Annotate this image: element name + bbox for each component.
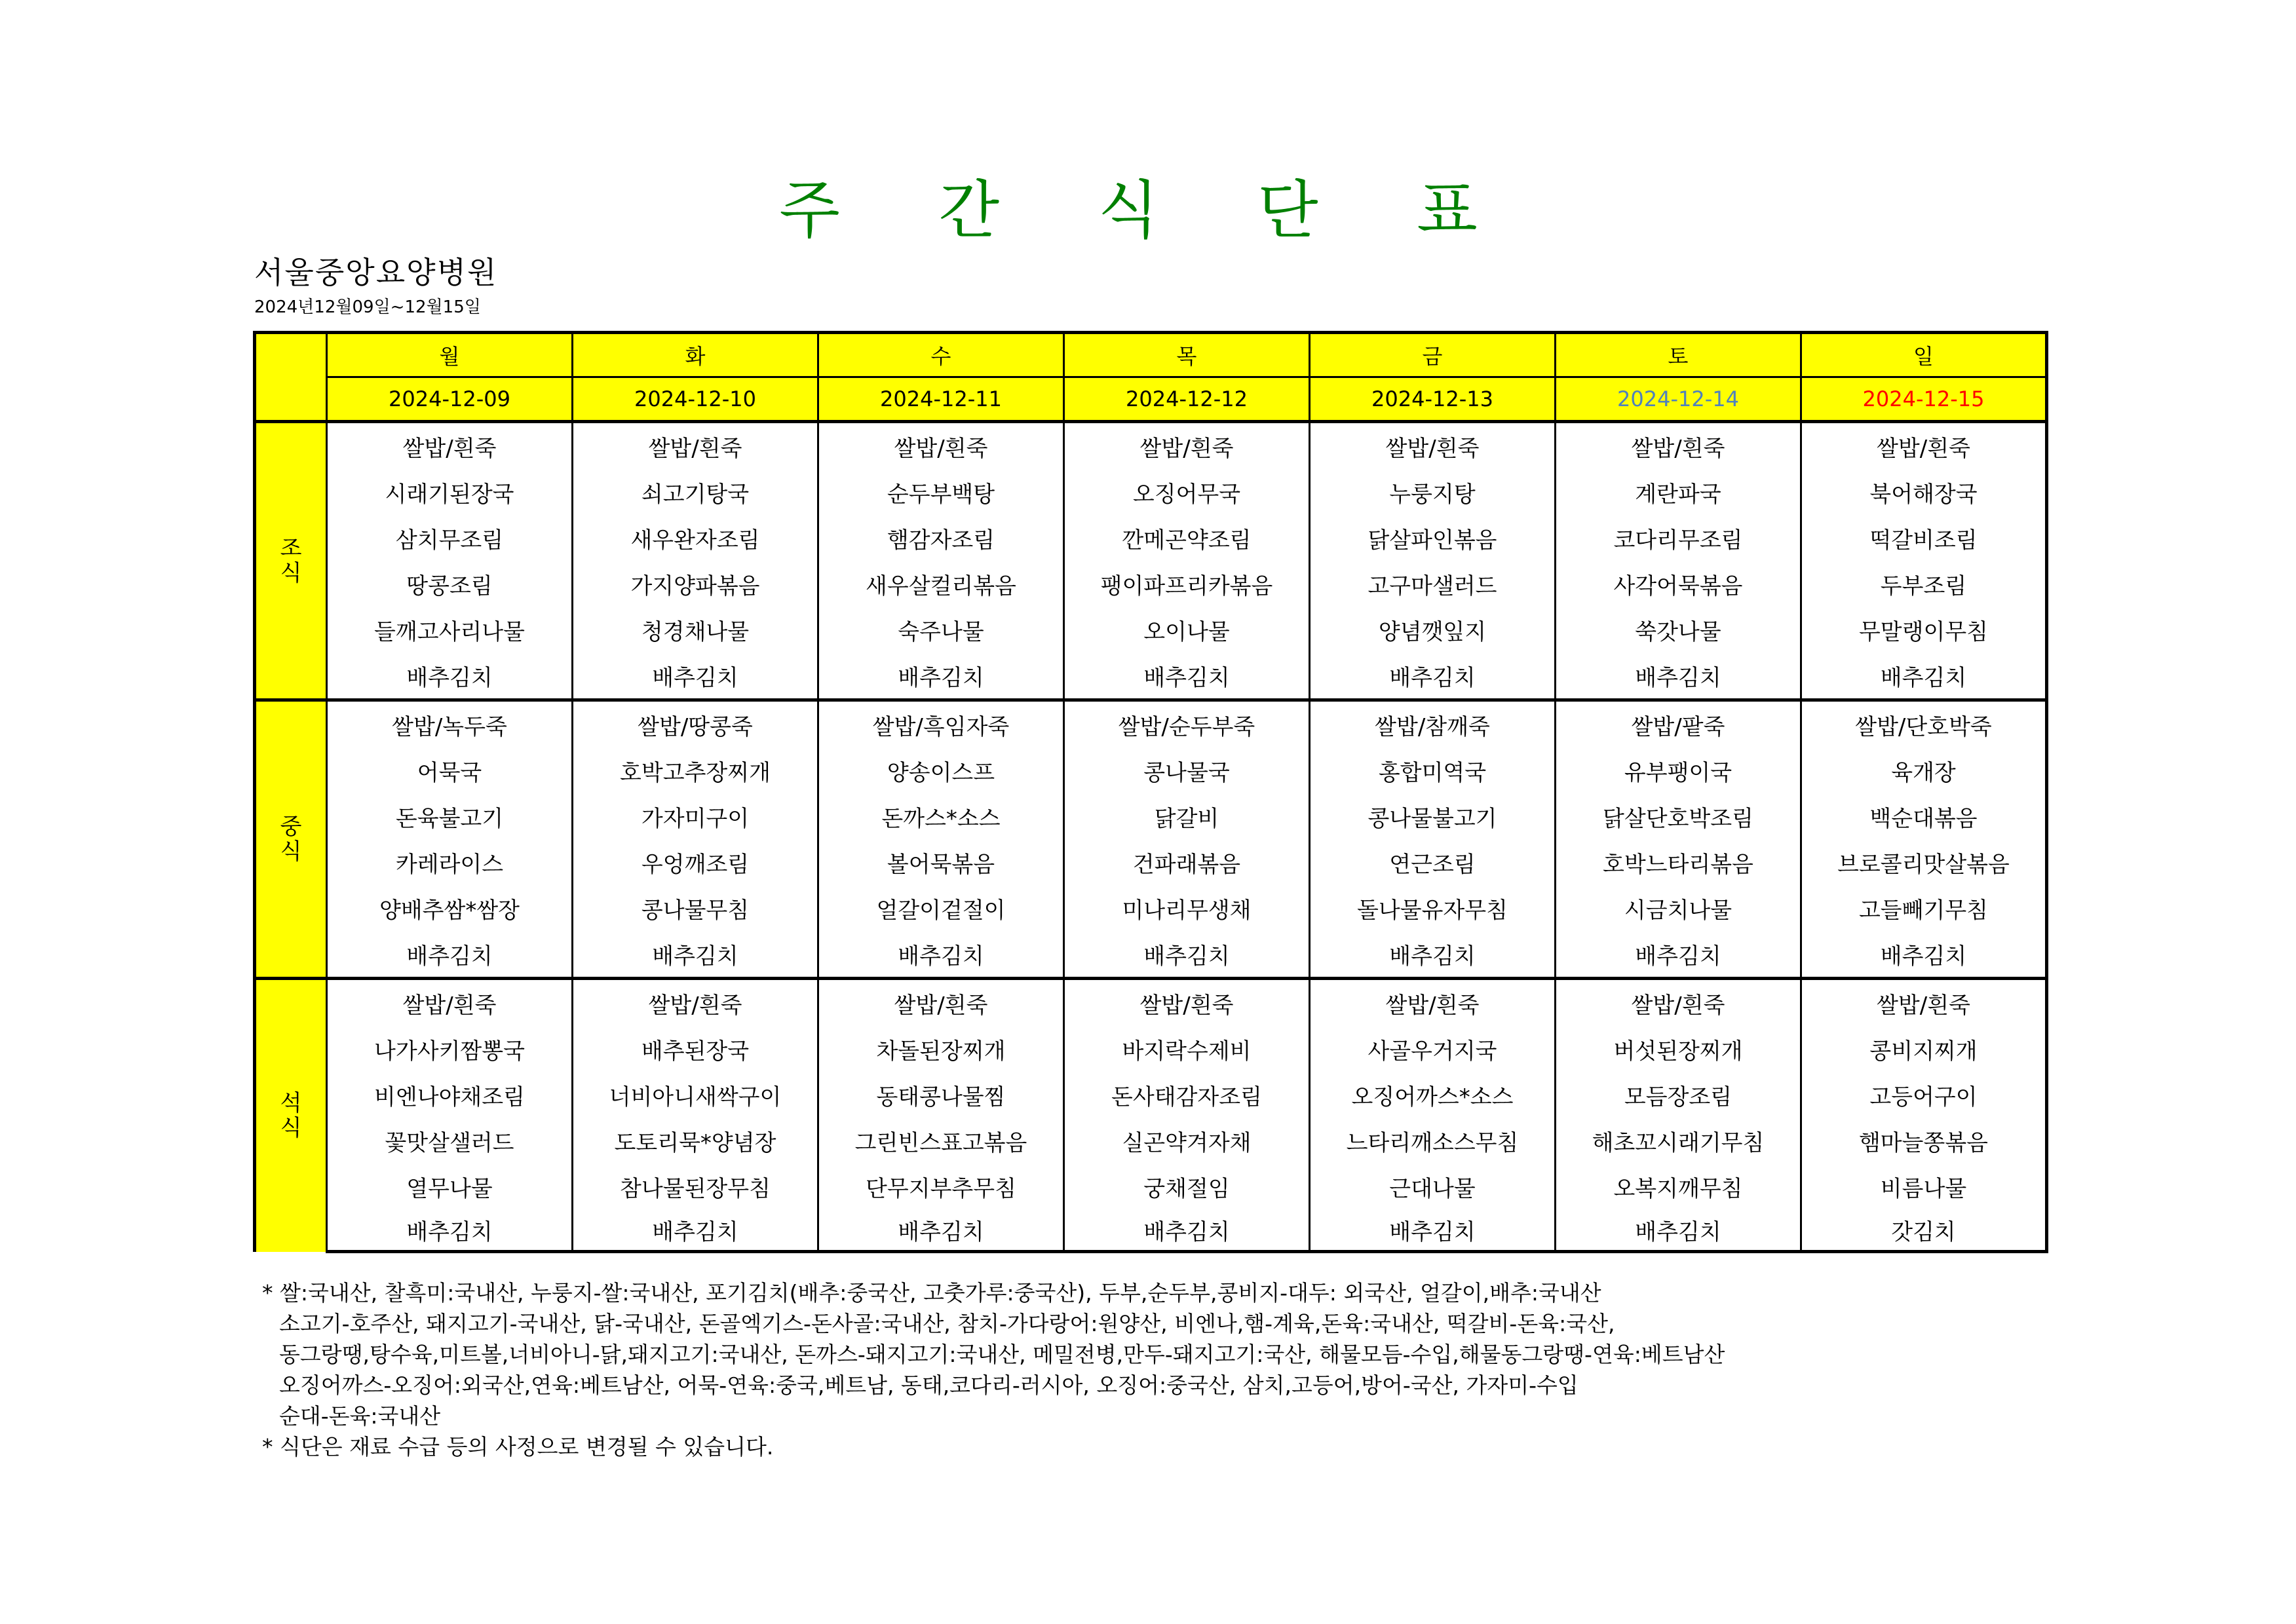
menu-item: 쌀밥/흰죽 <box>327 979 573 1027</box>
menu-item: 연근조림 <box>1310 839 1556 885</box>
menu-item: 쌀밥/흰죽 <box>818 422 1064 470</box>
menu-item: 배추김치 <box>573 931 818 979</box>
menu-item: 카레라이스 <box>327 839 573 885</box>
menu-item: 시금치나물 <box>1556 885 1801 931</box>
menu-item: 배추김치 <box>1310 931 1556 979</box>
menu-item: 콩나물불고기 <box>1310 793 1556 839</box>
menu-item: 고들빼기무침 <box>1801 885 2047 931</box>
menu-item: 새우살컬리볶음 <box>818 561 1064 607</box>
menu-item: 건파래볶음 <box>1064 839 1310 885</box>
day-header: 월 <box>327 333 573 377</box>
menu-item: 꽃맛살샐러드 <box>327 1118 573 1163</box>
menu-item: 쌀밥/흰죽 <box>1310 979 1556 1027</box>
menu-item: 콩비지찌개 <box>1801 1026 2047 1072</box>
menu-item: 우엉깨조림 <box>573 839 818 885</box>
menu-item: 계란파국 <box>1556 469 1801 515</box>
menu-item: 코다리무조림 <box>1556 515 1801 561</box>
menu-item: 배추김치 <box>818 1209 1064 1252</box>
day-header: 토 <box>1556 333 1801 377</box>
menu-item: 호박느타리볶음 <box>1556 839 1801 885</box>
menu-item: 쌀밥/흰죽 <box>1064 979 1310 1027</box>
weekly-menu-table <box>253 331 2048 1253</box>
menu-item: 미나리무생채 <box>1064 885 1310 931</box>
note-line: 소고기-호주산, 돼지고기-국내산, 닭-국내산, 돈골엑기스-돈사골:국내산, 참치-가다랑어:원양산, 비엔나,햄-계육,돈육:국내산, 떡갈비-돈육:국산, <box>279 1311 1615 1336</box>
menu-item: 양배추쌈*쌈장 <box>327 885 573 931</box>
menu-item: 배추김치 <box>327 931 573 979</box>
menu-item: 배추김치 <box>1801 652 2047 700</box>
menu-item: 쌀밥/흰죽 <box>573 979 818 1027</box>
menu-item: 양송이스프 <box>818 747 1064 793</box>
menu-item: 배추김치 <box>1310 1209 1556 1252</box>
menu-row <box>255 469 2047 515</box>
menu-item: 쌀밥/참깨죽 <box>1310 700 1556 748</box>
menu-item: 무말랭이무침 <box>1801 607 2047 652</box>
menu-item: 쌀밥/팥죽 <box>1556 700 1801 748</box>
meal-label: 중 식 <box>255 700 327 979</box>
menu-item: 두부조림 <box>1801 561 2047 607</box>
menu-item: 돈육불고기 <box>327 793 573 839</box>
menu-item: 홍합미역국 <box>1310 747 1556 793</box>
menu-item: 유부팽이국 <box>1556 747 1801 793</box>
menu-row <box>255 1118 2047 1163</box>
menu-item: 쌀밥/순두부죽 <box>1064 700 1310 748</box>
menu-item: 시래기된장국 <box>327 469 573 515</box>
menu-item: 새우완자조림 <box>573 515 818 561</box>
menu-row <box>255 607 2047 652</box>
note-line: 동그랑땡,탕수육,미트볼,너비아니-닭,돼지고기:국내산, 돈까스-돼지고기:국내산, 메밀전병,만두-돼지고기:국산, 해물모듬-수입,해물동그랑땡-연육:베트남산 <box>279 1342 1725 1367</box>
menu-row <box>255 1026 2047 1072</box>
menu-item: 쌀밥/땅콩죽 <box>573 700 818 748</box>
menu-item: 배추김치 <box>818 931 1064 979</box>
menu-item: 배추김치 <box>1801 931 2047 979</box>
day-header: 화 <box>573 333 818 377</box>
date-header-row <box>255 377 2047 422</box>
menu-row <box>255 1072 2047 1118</box>
meal-label: 조 식 <box>255 422 327 700</box>
menu-item: 햄감자조림 <box>818 515 1064 561</box>
date-header: 2024-12-09 <box>327 377 573 422</box>
menu-item: 쌀밥/흰죽 <box>1310 422 1556 470</box>
menu-item: 콩나물국 <box>1064 747 1310 793</box>
menu-item: 돈까스*소스 <box>818 793 1064 839</box>
menu-item: 그린빈스표고볶음 <box>818 1118 1064 1163</box>
menu-item: 오징어까스*소스 <box>1310 1072 1556 1118</box>
menu-item: 호박고추장찌개 <box>573 747 818 793</box>
menu-item: 쌀밥/흰죽 <box>1801 422 2047 470</box>
date-header: 2024-12-10 <box>573 377 818 422</box>
menu-item: 팽이파프리카볶음 <box>1064 561 1310 607</box>
menu-item: 바지락수제비 <box>1064 1026 1310 1072</box>
menu-item: 돈사태감자조림 <box>1064 1072 1310 1118</box>
menu-item: 고등어구이 <box>1801 1072 2047 1118</box>
note-line: * 쌀:국내산, 찰흑미:국내산, 누룽지-쌀:국내산, 포기김치(배추:중국산, 고춧가루:중국산), 두부,순두부,콩비지-대두: 외국산, 얼갈이,배추:국내산 <box>262 1280 1601 1306</box>
menu-item: 떡갈비조림 <box>1801 515 2047 561</box>
menu-item: 비름나물 <box>1801 1163 2047 1209</box>
menu-item: 콩나물무침 <box>573 885 818 931</box>
menu-item: 비엔나야채조림 <box>327 1072 573 1118</box>
menu-item: 배추김치 <box>1064 931 1310 979</box>
menu-item: 참나물된장무침 <box>573 1163 818 1209</box>
date-header: 2024-12-15 <box>1801 377 2047 422</box>
menu-item: 어묵국 <box>327 747 573 793</box>
date-header: 2024-12-11 <box>818 377 1064 422</box>
menu-item: 사골우거지국 <box>1310 1026 1556 1072</box>
menu-row <box>255 700 2047 748</box>
menu-item: 배추된장국 <box>573 1026 818 1072</box>
menu-row <box>255 931 2047 979</box>
date-header: 2024-12-14 <box>1556 377 1801 422</box>
menu-item: 쌀밥/단호박죽 <box>1801 700 2047 748</box>
menu-item: 나가사키짬뽕국 <box>327 1026 573 1072</box>
menu-item: 삼치무조림 <box>327 515 573 561</box>
menu-item: 들깨고사리나물 <box>327 607 573 652</box>
note-line: 순대-돈육:국내산 <box>279 1403 441 1429</box>
menu-item: 너비아니새싹구이 <box>573 1072 818 1118</box>
menu-item: 오이나물 <box>1064 607 1310 652</box>
menu-item: 쌀밥/녹두죽 <box>327 700 573 748</box>
menu-item: 근대나물 <box>1310 1163 1556 1209</box>
menu-row <box>255 422 2047 470</box>
menu-item: 백순대볶음 <box>1801 793 2047 839</box>
menu-item: 고구마샐러드 <box>1310 561 1556 607</box>
menu-item: 볼어묵볶음 <box>818 839 1064 885</box>
menu-item: 쌀밥/흰죽 <box>818 979 1064 1027</box>
menu-item: 배추김치 <box>573 1209 818 1252</box>
menu-item: 햄마늘쫑볶음 <box>1801 1118 2047 1163</box>
menu-item: 닭살단호박조림 <box>1556 793 1801 839</box>
menu-item: 차돌된장찌개 <box>818 1026 1064 1072</box>
menu-item: 배추김치 <box>1556 931 1801 979</box>
menu-item: 육개장 <box>1801 747 2047 793</box>
menu-item: 깐메곤약조림 <box>1064 515 1310 561</box>
menu-item: 느타리깨소스무침 <box>1310 1118 1556 1163</box>
menu-row <box>255 793 2047 839</box>
menu-row <box>255 839 2047 885</box>
page-title: 주 간 식 단 표 <box>779 174 1517 247</box>
menu-item: 쇠고기탕국 <box>573 469 818 515</box>
menu-item: 브로콜리맛살볶음 <box>1801 839 2047 885</box>
day-header: 수 <box>818 333 1064 377</box>
meal-label: 석 식 <box>255 979 327 1252</box>
date-header: 2024-12-12 <box>1064 377 1310 422</box>
note-line: * 식단은 재료 수급 등의 사정으로 변경될 수 있습니다. <box>262 1434 774 1460</box>
hospital-name: 서울중앙요양병원 <box>254 255 498 290</box>
menu-item: 궁채절임 <box>1064 1163 1310 1209</box>
menu-item: 오징어무국 <box>1064 469 1310 515</box>
menu-item: 실곤약겨자채 <box>1064 1118 1310 1163</box>
menu-row <box>255 747 2047 793</box>
menu-item: 닭살파인볶음 <box>1310 515 1556 561</box>
menu-item: 모듬장조림 <box>1556 1072 1801 1118</box>
menu-item: 오복지깨무침 <box>1556 1163 1801 1209</box>
menu-item: 땅콩조림 <box>327 561 573 607</box>
menu-item: 숙주나물 <box>818 607 1064 652</box>
menu-row <box>255 561 2047 607</box>
menu-item: 누룽지탕 <box>1310 469 1556 515</box>
day-header: 일 <box>1801 333 2047 377</box>
menu-row <box>255 1163 2047 1209</box>
day-header: 금 <box>1310 333 1556 377</box>
menu-item: 배추김치 <box>327 652 573 700</box>
menu-item: 쌀밥/흰죽 <box>1801 979 2047 1027</box>
menu-item: 순두부백탕 <box>818 469 1064 515</box>
menu-item: 쌀밥/흑임자죽 <box>818 700 1064 748</box>
menu-row <box>255 979 2047 1027</box>
menu-item: 버섯된장찌개 <box>1556 1026 1801 1072</box>
menu-period: 2024년12월09일~12월15일 <box>254 297 481 317</box>
menu-item: 쌀밥/흰죽 <box>1556 422 1801 470</box>
menu-row <box>255 652 2047 700</box>
menu-item: 양념깻잎지 <box>1310 607 1556 652</box>
menu-item: 도토리묵*양념장 <box>573 1118 818 1163</box>
menu-item: 쑥갓나물 <box>1556 607 1801 652</box>
note-line: 오징어까스-오징어:외국산,연육:베트남산, 어묵-연육:중국,베트남, 동태,코다리-러시아, 오징어:중국산, 삼치,고등어,방어-국산, 가자미-수입 <box>279 1372 1578 1398</box>
menu-item: 갓김치 <box>1801 1209 2047 1252</box>
date-header: 2024-12-13 <box>1310 377 1556 422</box>
menu-item: 쌀밥/흰죽 <box>1556 979 1801 1027</box>
menu-item: 배추김치 <box>1310 652 1556 700</box>
menu-item: 배추김치 <box>327 1209 573 1252</box>
menu-item: 가자미구이 <box>573 793 818 839</box>
menu-item: 가지양파볶음 <box>573 561 818 607</box>
menu-item: 닭갈비 <box>1064 793 1310 839</box>
origin-notes <box>262 1277 1725 1462</box>
menu-row <box>255 1209 2047 1252</box>
menu-item: 열무나물 <box>327 1163 573 1209</box>
menu-row <box>255 885 2047 931</box>
menu-item: 배추김치 <box>1064 652 1310 700</box>
menu-item: 해초꼬시래기무침 <box>1556 1118 1801 1163</box>
menu-item: 배추김치 <box>573 652 818 700</box>
day-header-row <box>255 333 2047 377</box>
menu-item: 청경채나물 <box>573 607 818 652</box>
menu-item: 단무지부추무침 <box>818 1163 1064 1209</box>
menu-item: 쌀밥/흰죽 <box>573 422 818 470</box>
menu-item: 북어해장국 <box>1801 469 2047 515</box>
day-header: 목 <box>1064 333 1310 377</box>
menu-item: 얼갈이겉절이 <box>818 885 1064 931</box>
menu-item: 사각어묵볶음 <box>1556 561 1801 607</box>
menu-item: 돌나물유자무침 <box>1310 885 1556 931</box>
menu-item: 배추김치 <box>1556 1209 1801 1252</box>
menu-item: 배추김치 <box>1556 652 1801 700</box>
menu-item: 배추김치 <box>818 652 1064 700</box>
menu-item: 동태콩나물찜 <box>818 1072 1064 1118</box>
menu-item: 쌀밥/흰죽 <box>1064 422 1310 470</box>
menu-item: 쌀밥/흰죽 <box>327 422 573 470</box>
table-corner <box>255 333 327 422</box>
menu-row <box>255 515 2047 561</box>
menu-item: 배추김치 <box>1064 1209 1310 1252</box>
